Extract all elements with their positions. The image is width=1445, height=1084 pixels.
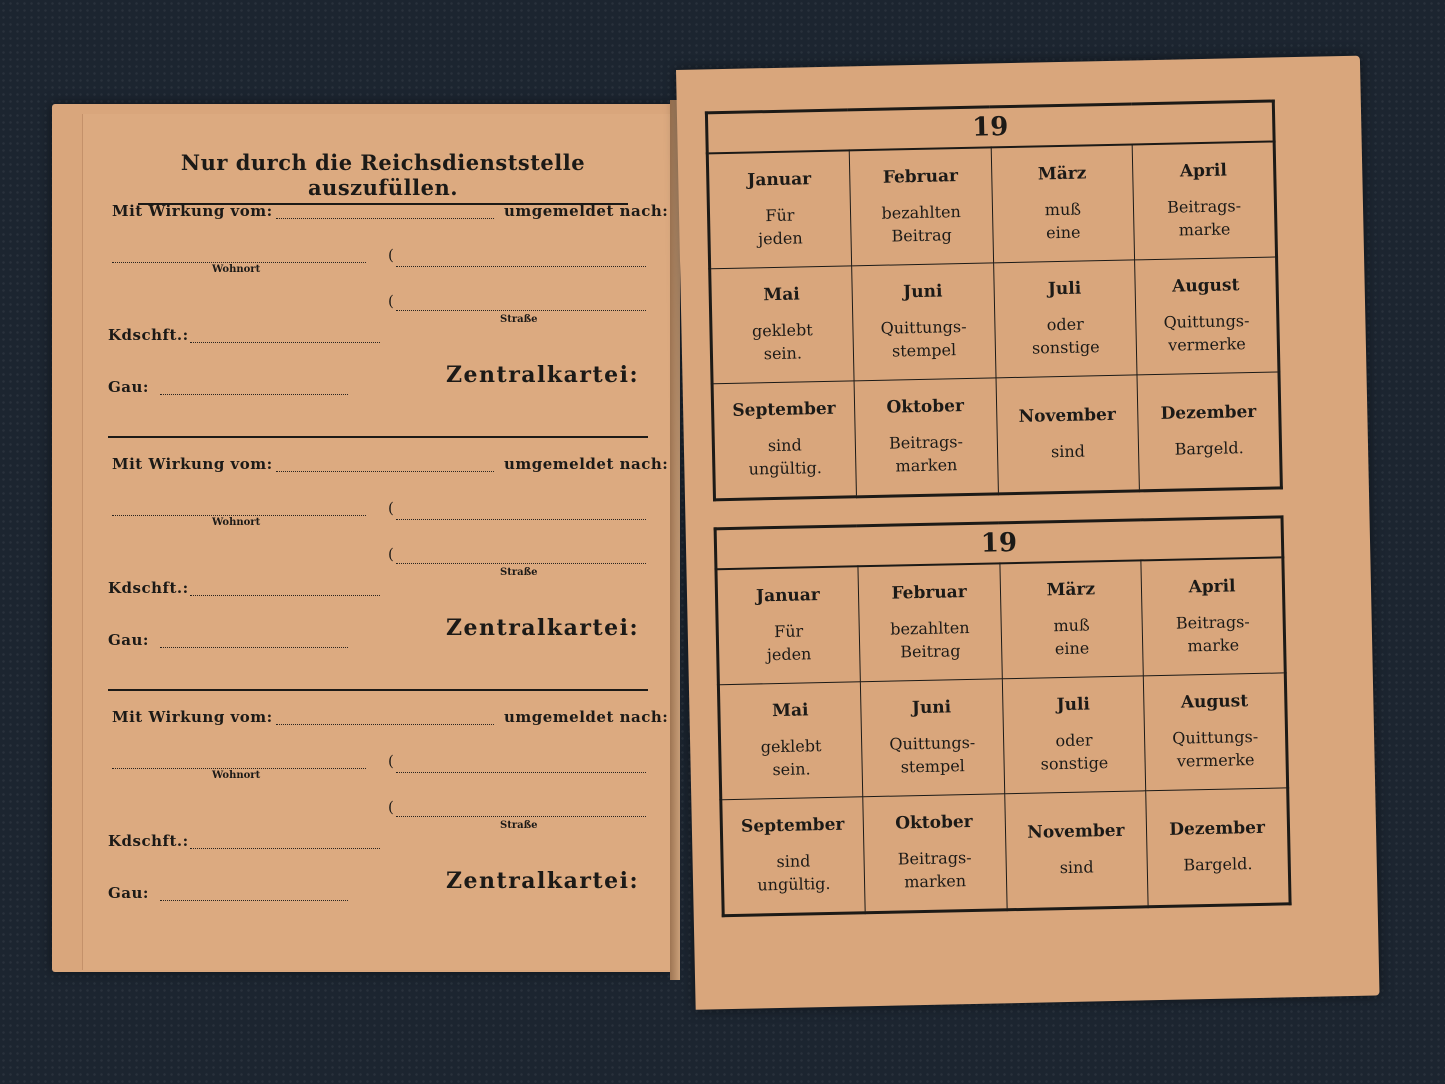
wohnort-label: Wohnort — [212, 264, 261, 275]
right-page — [676, 56, 1380, 1010]
zentralkartei-label: Zentralkartei: — [446, 868, 640, 894]
instruction-text: jeden — [766, 644, 812, 665]
kdschft-label: Kdschft.: — [108, 579, 189, 597]
month-label: Dezember — [1169, 817, 1266, 840]
month-cell-januar[interactable] — [707, 150, 851, 268]
month-label: Januar — [747, 169, 812, 191]
month-cell-oktober[interactable] — [863, 794, 1007, 913]
month-label: Juli — [1047, 278, 1082, 300]
month-label: September — [740, 814, 845, 837]
instruction-text: bezahlten — [881, 202, 962, 223]
instruction-text: stempel — [891, 340, 957, 361]
instruction-text: Beitrags- — [897, 847, 972, 869]
umgemeldet-label: umgemeldet nach: — [504, 202, 669, 220]
strasse-label: Straße — [500, 314, 538, 325]
instruction-text: geklebt — [760, 736, 822, 757]
address-line-1-field[interactable] — [396, 760, 646, 773]
instruction-text: sind — [1059, 856, 1094, 877]
month-label: Oktober — [886, 396, 965, 418]
kdschft-field[interactable] — [190, 583, 380, 596]
month-cell-mai[interactable] — [718, 682, 862, 800]
umgemeldet-label: umgemeldet nach: — [504, 708, 669, 726]
paren-mark: ( — [388, 752, 394, 770]
instruction-text: bezahlten — [890, 617, 970, 639]
registration-block-1 — [108, 200, 669, 430]
section-divider — [108, 436, 648, 438]
instruction-text: Beitrags- — [1166, 196, 1242, 217]
month-label: August — [1171, 275, 1240, 297]
instruction-text: marken — [895, 455, 958, 476]
gau-field[interactable] — [160, 635, 348, 648]
page-heading: Nur durch die Reichsdienststelle auszufüllen. — [138, 150, 628, 205]
wohnort-field[interactable] — [112, 756, 366, 769]
month-cell-september[interactable] — [721, 797, 865, 916]
month-label: August — [1180, 691, 1249, 713]
instruction-text: Quittungs- — [880, 316, 967, 338]
instruction-text: muß — [1053, 615, 1090, 636]
instruction-text: Bargeld. — [1183, 853, 1253, 875]
instruction-text: Beitrags- — [1175, 612, 1250, 633]
instruction-text: Quittungs- — [1172, 726, 1259, 748]
strasse-field[interactable] — [396, 551, 646, 564]
month-cell-februar[interactable] — [849, 147, 993, 265]
month-cell-mai[interactable] — [710, 266, 854, 384]
month-cell-juni[interactable] — [860, 679, 1004, 797]
wirkung-label: Mit Wirkung vom: — [112, 202, 273, 220]
month-cell-januar[interactable] — [716, 566, 860, 684]
instruction-text: Für — [773, 621, 804, 642]
month-cell-april[interactable] — [1132, 141, 1276, 259]
instruction-text: Beitrags- — [888, 432, 964, 453]
year-field[interactable]: 19 — [715, 517, 1283, 569]
wirkung-field[interactable] — [276, 712, 494, 725]
wirkung-field[interactable] — [276, 206, 494, 219]
month-label: Juli — [1056, 694, 1091, 716]
month-cell-februar[interactable] — [858, 563, 1002, 681]
instruction-text: sonstige — [1040, 753, 1109, 774]
instruction-text: sonstige — [1031, 337, 1100, 358]
instruction-text: stempel — [900, 756, 966, 777]
wohnort-label: Wohnort — [212, 517, 261, 528]
zentralkartei-label: Zentralkartei: — [446, 362, 640, 388]
month-cell-juli[interactable] — [993, 260, 1137, 378]
year-field[interactable]: 19 — [706, 101, 1274, 153]
contribution-table-1 — [705, 99, 1283, 501]
month-label: Februar — [891, 582, 967, 604]
instruction-text: oder — [1046, 314, 1084, 335]
wirkung-label: Mit Wirkung vom: — [112, 455, 273, 473]
month-cell-dezember[interactable] — [1137, 372, 1281, 491]
kdschft-label: Kdschft.: — [108, 832, 189, 850]
wohnort-label: Wohnort — [212, 770, 261, 781]
instruction-text: Beitrag — [900, 641, 961, 662]
wohnort-field[interactable] — [112, 503, 366, 516]
paren-mark: ( — [388, 499, 394, 517]
month-label: November — [1018, 404, 1117, 427]
kdschft-field[interactable] — [190, 330, 380, 343]
month-label: Oktober — [895, 811, 973, 834]
instruction-text: sind — [776, 851, 811, 872]
instruction-text: Beitrag — [891, 225, 952, 246]
address-line-1-field[interactable] — [396, 507, 646, 520]
kdschft-label: Kdschft.: — [108, 326, 189, 344]
month-cell-september[interactable] — [712, 381, 856, 500]
umgemeldet-label: umgemeldet nach: — [504, 455, 669, 473]
instruction-text: ungültig. — [748, 458, 823, 479]
month-label: Mai — [763, 284, 800, 306]
instruction-text: eine — [1045, 222, 1081, 243]
instruction-text: sein. — [763, 343, 803, 364]
month-label: Januar — [755, 585, 820, 607]
instruction-text: sind — [1050, 441, 1086, 461]
instruction-text: eine — [1054, 638, 1090, 659]
instruction-text: vermerke — [1176, 750, 1255, 771]
instruction-text: marken — [904, 871, 967, 892]
instruction-text: muß — [1044, 199, 1082, 220]
month-cell-april[interactable] — [1141, 557, 1285, 675]
month-label: März — [1046, 579, 1096, 601]
section-divider — [108, 689, 648, 691]
month-cell-dezember[interactable] — [1146, 788, 1290, 907]
strasse-field[interactable] — [396, 804, 646, 817]
month-label: Juni — [902, 281, 943, 303]
gau-field[interactable] — [160, 382, 348, 395]
zentralkartei-label: Zentralkartei: — [446, 615, 640, 641]
month-cell-maerz[interactable] — [991, 144, 1135, 262]
instruction-text: geklebt — [751, 320, 813, 341]
wirkung-label: Mit Wirkung vom: — [112, 708, 273, 726]
instruction-text: sein. — [772, 759, 811, 780]
instruction-text: Bargeld. — [1174, 437, 1244, 459]
paren-mark: ( — [388, 292, 394, 310]
wohnort-field[interactable] — [112, 250, 366, 263]
kdschft-field[interactable] — [190, 836, 380, 849]
gau-field[interactable] — [160, 888, 348, 901]
paren-mark: ( — [388, 545, 394, 563]
month-cell-juli[interactable] — [1002, 676, 1146, 794]
instruction-text: Quittungs- — [889, 732, 976, 754]
instruction-text: Quittungs- — [1163, 311, 1250, 332]
month-label: Juni — [911, 697, 952, 719]
month-cell-maerz[interactable] — [999, 560, 1143, 678]
paren-mark: ( — [388, 246, 394, 264]
contribution-table-2 — [714, 515, 1292, 917]
month-label: Februar — [882, 166, 959, 188]
gau-label: Gau: — [108, 884, 149, 902]
instruction-text: ungültig. — [757, 873, 831, 895]
instruction-text: vermerke — [1167, 334, 1246, 355]
month-cell-november[interactable] — [1004, 791, 1148, 910]
instruction-text: marke — [1187, 635, 1240, 656]
month-label: April — [1179, 160, 1228, 182]
month-cell-juni[interactable] — [851, 263, 995, 381]
instruction-text: jeden — [757, 228, 803, 249]
instruction-text: marke — [1178, 219, 1231, 240]
instruction-text: sind — [767, 435, 802, 456]
month-label: Dezember — [1160, 401, 1257, 424]
month-label: Mai — [771, 700, 809, 722]
strasse-field[interactable] — [396, 298, 646, 311]
month-label: November — [1027, 820, 1125, 843]
month-cell-oktober[interactable] — [854, 378, 998, 497]
address-line-1-field[interactable] — [396, 254, 646, 267]
registration-block-3 — [108, 706, 669, 936]
instruction-text: oder — [1055, 730, 1093, 751]
month-label: März — [1037, 163, 1087, 185]
strasse-label: Straße — [500, 567, 538, 578]
strasse-label: Straße — [500, 820, 538, 831]
wirkung-field[interactable] — [276, 459, 494, 472]
registration-block-2 — [108, 453, 669, 683]
month-cell-august[interactable] — [1144, 673, 1288, 791]
gau-label: Gau: — [108, 378, 149, 396]
month-label: September — [732, 398, 836, 421]
paren-mark: ( — [388, 798, 394, 816]
month-cell-november[interactable] — [996, 375, 1140, 494]
month-cell-august[interactable] — [1135, 257, 1279, 375]
gau-label: Gau: — [108, 631, 149, 649]
instruction-text: Für — [765, 205, 795, 226]
month-label: April — [1188, 576, 1236, 598]
